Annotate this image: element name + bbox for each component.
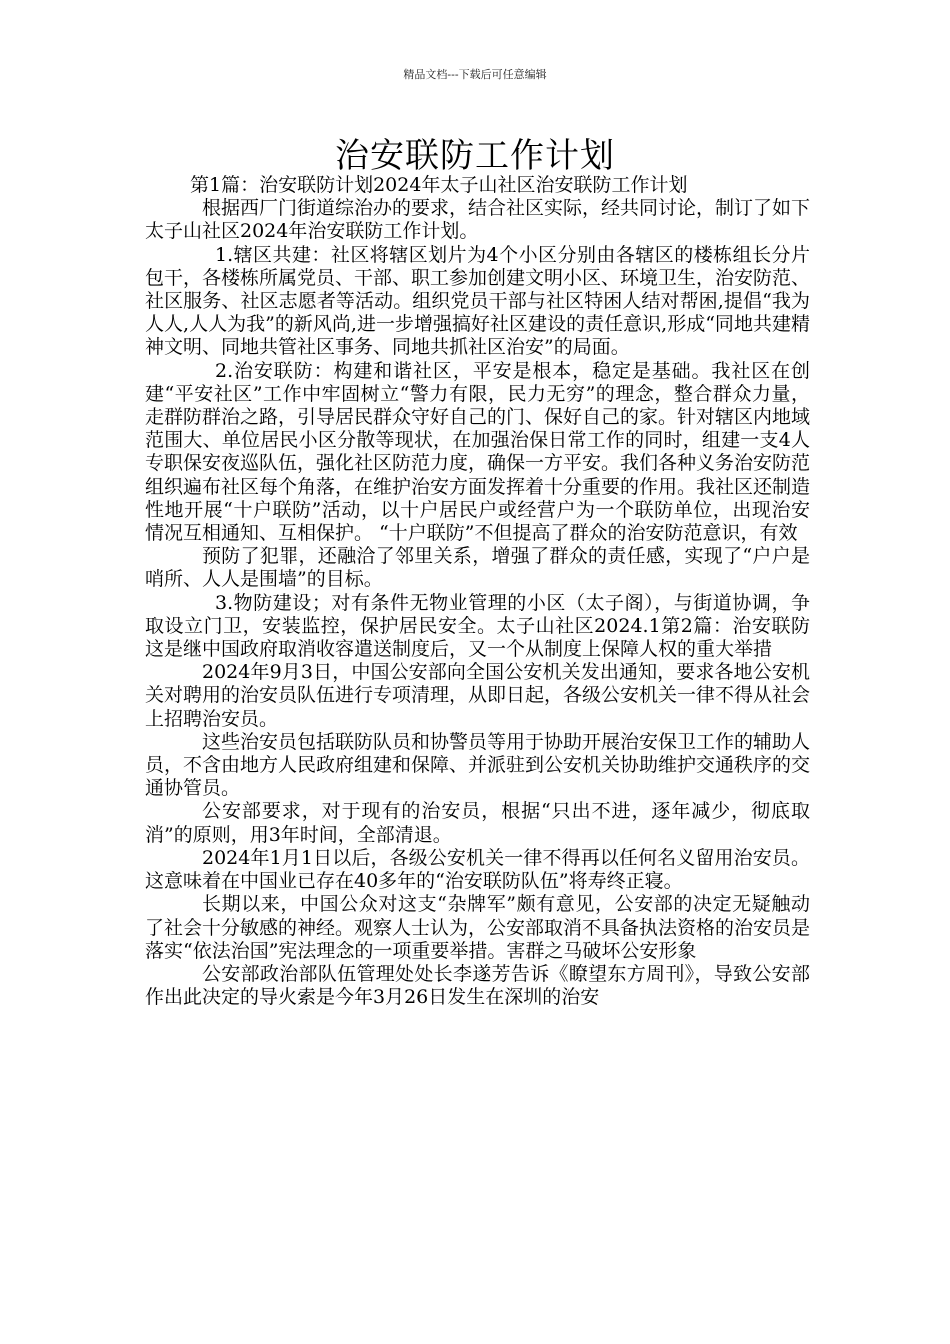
paragraph-item-3: 3.物防建设；对有条件无物业管理的小区（太子阁），与街道协调，争取设立门卫，安装监控，保护居民安全。太子山社区2024.1第2篇：治安联防这是继中国政府取消收容遣送制度后，又一个从制度上保障人权的重大举措 [145, 591, 810, 661]
document-body [145, 174, 810, 1009]
paragraph-intro: 根据西厂门街道综治办的要求，结合社区实际，经共同讨论，制订了如下太子山社区2024年治安联防工作计划。 [145, 197, 811, 243]
paragraph-item-2: 2.治安联防：构建和谐社区，平安是根本，稳定是基础。我社区在创建“平安社区”工作中牢固树立“警力有限，民力无穷”的理念，整合群众力量，走群防群治之路，引导居民群众守好自己的门、保好自己的家。针对辖区内地域范围大、单位居民小区分散等现状，在加强治保日常工作的同时，组建一支4人专职保安夜巡队伍，强化社区防范力度，确保一方平安。我们各种义务治安防范组织遍布社区每个角落，在维护治安方面发挥着十分重要的作用。我社区还制造性地开展“十户联防”活动，以十户居民户或经营户为一个联防单位，出现治安情况互相通知、互相保护。 “十户联防”不但提高了群众的治安防范意识，有效 [145, 359, 811, 545]
paragraph-scope: 这些治安员包括联防队员和协警员等用于协助开展治安保卫工作的辅助人员，不含由地方人民政府组建和保障、并派驻到公安机关协助维护交通秩序的交通协管员。 [145, 730, 811, 800]
paragraph-opinion: 长期以来，中国公众对这支“杂牌军”颇有意见，公安部的决定无疑触动了社会十分敏感的神经。观察人士认为，公安部取消不具备执法资格的治安员是落实“依法治国”宪法理念的一项重要举措。害群之马破坏公安形象 [145, 893, 811, 962]
section-subtitle: 第1篇：治安联防计划2024年太子山社区治安联防工作计划 [190, 174, 688, 196]
paragraph-notice: 2024年9月3日，中国公安部向全国公安机关发出通知，要求各地公安机关对聘用的治安员队伍进行专项清理，从即日起，各级公安机关一律不得从社会上招聘治安员。 [145, 661, 811, 730]
paragraph-continuation: 预防了犯罪，还融洽了邻里关系，增强了群众的责任感，实现了“户户是哨所、人人是围墙”的目标。 [145, 545, 810, 591]
paragraph-item-1: 1.辖区共建：社区将辖区划片为4个小区分别由各辖区的楼栋组长分片包干，各楼栋所属党员、干部、职工参加创建文明小区、环境卫生，治安防范、社区服务、社区志愿者等活动。组织党员干部与社区特困人结对帮困,提倡“我为人人,人人为我”的新风尚,进一步增强搞好社区建设的责任意识,形成“同地共建精神文明、同地共管社区事务、同地共抓社区治安”的局面。 [145, 243, 811, 359]
page-header: 精品文档---下载后可任意编辑 [403, 68, 547, 81]
document-title: 治安联防工作计划 [335, 136, 615, 176]
paragraph-deadline: 2024年1月1日以后，各级公安机关一律不得再以任何名义留用治安员。这意味着在中国业已存在40多年的“治安联防队伍”将寿终正寝。 [145, 846, 810, 893]
paragraph-interview: 公安部政治部队伍管理处处长李遂芳告诉《瞭望东方周刊》，导致公安部作出此决定的导火索是今年3月26日发生在深圳的治安 [145, 962, 810, 1009]
paragraph-requirement: 公安部要求，对于现有的治安员，根据“只出不进，逐年减少，彻底取消”的原则，用3年时间，全部清退。 [145, 800, 810, 846]
